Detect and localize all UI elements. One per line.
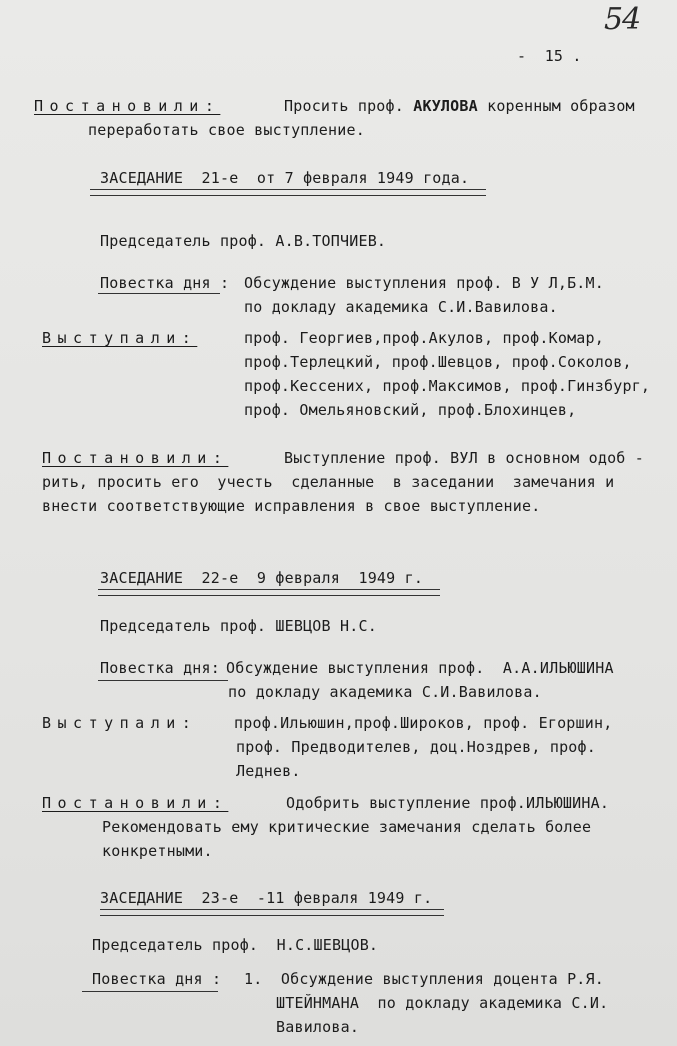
resolved-label-1: Постановили: xyxy=(34,97,221,115)
session-22-resolved-line1: Одобрить выступление проф.ИЛЬЮШИНА. xyxy=(286,794,610,812)
session-21-speakers-line3: проф.Кессених, проф.Максимов, проф.Гинзбург, xyxy=(244,377,651,395)
session-22-agenda-line2: по докладу академика С.И.Вавилова. xyxy=(228,683,542,701)
resolved-text-1b: коренным образом xyxy=(487,97,635,115)
session-22-speakers-label: Выступали: xyxy=(42,714,198,732)
session-23-agenda-line2: ШТЕЙНМАНА по докладу академика С.И. xyxy=(276,994,609,1012)
session-21-agenda-line2: по докладу академика С.И.Вавилова. xyxy=(244,298,558,316)
session-23-agenda-line1: 1. Обсуждение выступления доцента Р.Я. xyxy=(244,970,604,988)
session-22-speakers-line1: проф.Ильюшин,проф.Широков, проф. Егоршин, xyxy=(234,714,613,732)
session-22-title: ЗАСЕДАНИЕ 22-е 9 февраля 1949 г. xyxy=(100,569,424,587)
session-22-resolved-line3: конкретными. xyxy=(102,842,213,860)
resolved-name-akulov: АКУЛОВА xyxy=(413,97,478,115)
session-21-resolved-label: Постановили: xyxy=(42,449,229,467)
session-23-agenda-underline xyxy=(82,991,218,992)
session-23-title: ЗАСЕДАНИЕ 23-е -11 февраля 1949 г. xyxy=(100,889,433,907)
session-22-speakers-line2: проф. Предводителев, доц.Ноздрев, проф. xyxy=(236,738,596,756)
session-21-agenda-line1: Обсуждение выступления проф. В У Л,Б.М. xyxy=(244,274,604,292)
resolved-text-1a: Просить проф. xyxy=(284,97,404,115)
session-22-resolved-line2: Рекомендовать ему критические замечания сделать более xyxy=(102,818,592,836)
session-21-speakers-line1: проф. Георгиев,проф.Акулов, проф.Комар, xyxy=(244,329,604,347)
session-22-speakers-line3: Леднев. xyxy=(236,762,301,780)
resolved-text-1-line2: переработать свое выступление. xyxy=(88,121,365,139)
session-21-double-underline xyxy=(90,189,486,196)
session-22-agenda-label: Повестка дня: xyxy=(100,659,220,677)
session-23-chairman: Председатель проф. Н.С.ШЕВЦОВ. xyxy=(92,936,379,954)
handwritten-page-number: 54 xyxy=(604,2,641,37)
session-21-speakers-label: Выступали: xyxy=(42,329,198,347)
typed-page-number: - 15 . xyxy=(517,47,582,65)
session-23-double-underline xyxy=(100,909,444,916)
session-22-agenda-underline xyxy=(98,680,228,681)
session-22-agenda-line1: Обсуждение выступления проф. А.А.ИЛЬЮШИНА xyxy=(226,659,614,677)
session-21-agenda-label: Повестка дня : xyxy=(100,274,230,292)
session-21-speakers-line2: проф.Терлецкий, проф.Шевцов, проф.Соколов, xyxy=(244,353,632,371)
session-21-chairman: Председатель проф. А.В.ТОПЧИЕВ. xyxy=(100,232,387,250)
resolved-text-1 xyxy=(284,94,635,118)
session-21-agenda-underline xyxy=(98,293,220,294)
session-23-agenda-label: Повестка дня : xyxy=(92,970,222,988)
session-21-resolved-line2: рить, просить его учесть сделанные в заседании замечания и xyxy=(42,473,615,491)
session-21-resolved-line1: Выступление проф. ВУЛ в основном одоб - xyxy=(284,449,644,467)
session-21-title: ЗАСЕДАНИЕ 21-е от 7 февраля 1949 года. xyxy=(100,169,470,187)
session-22-resolved-label: Постановили: xyxy=(42,794,229,812)
session-21-speakers-line4: проф. Омельяновский, проф.Блохинцев, xyxy=(244,401,577,419)
session-22-chairman: Председатель проф. ШЕВЦОВ Н.С. xyxy=(100,617,377,635)
session-21-resolved-line3: внести соответствующие исправления в свое выступление. xyxy=(42,497,541,515)
session-23-agenda-line3: Вавилова. xyxy=(276,1018,360,1036)
session-22-double-underline xyxy=(98,589,440,596)
